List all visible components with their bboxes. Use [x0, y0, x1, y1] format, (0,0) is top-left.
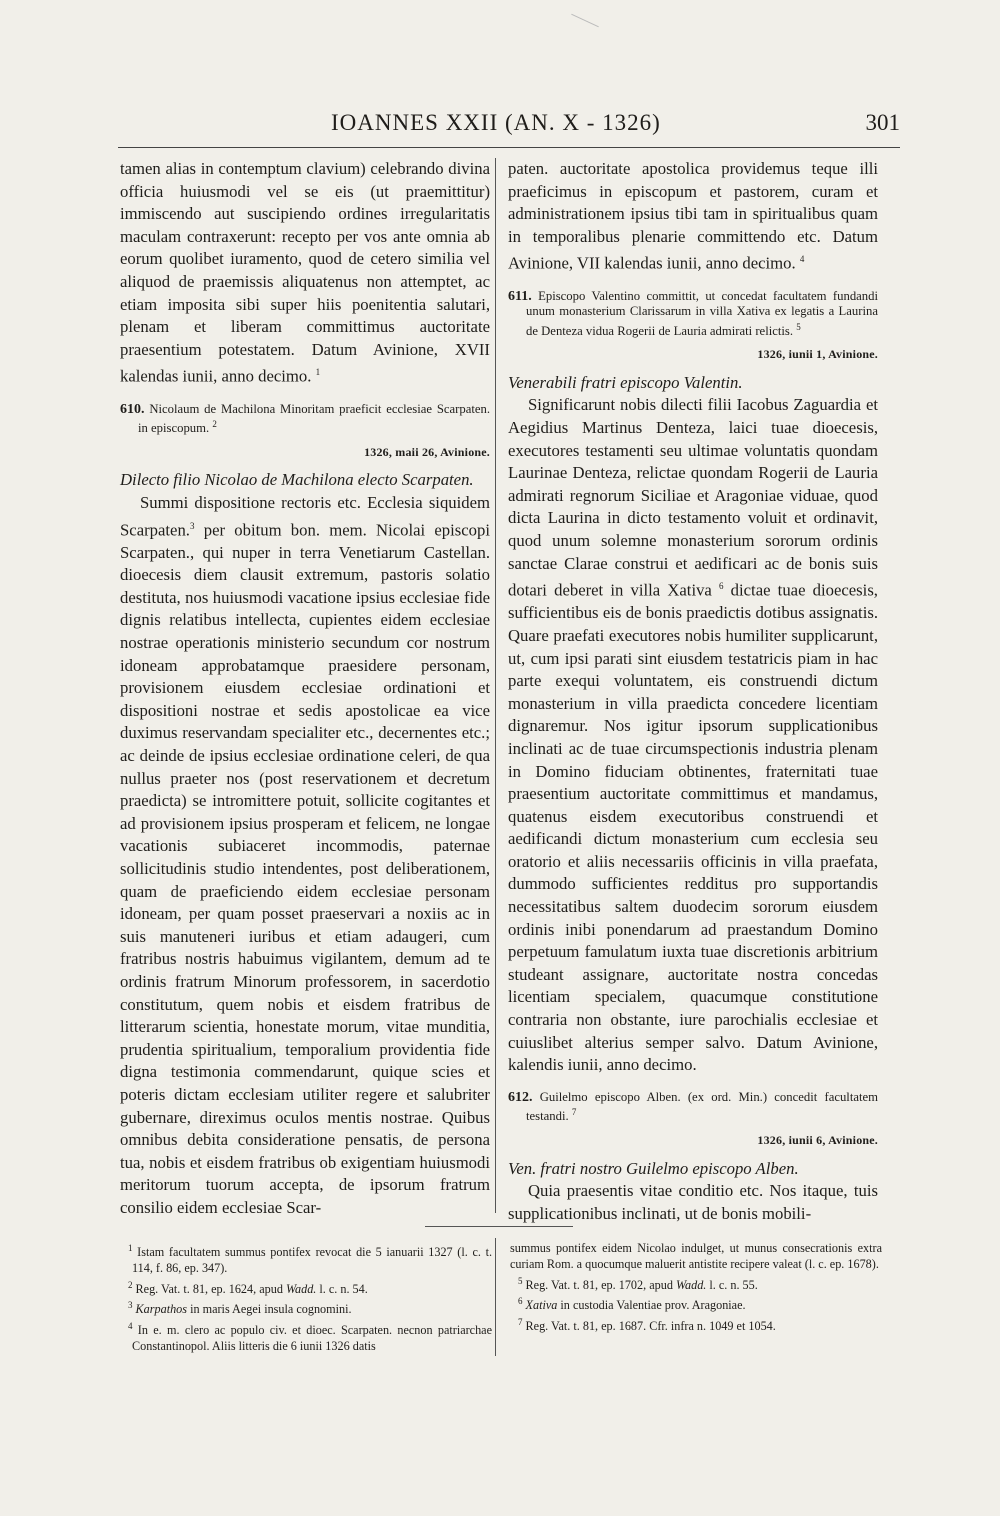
doc-612-date: 1326, iunii 6, Avinione.	[757, 1133, 878, 1148]
doc-610-date: 1326, maii 26, Avinione.	[364, 444, 490, 459]
right-column	[508, 158, 878, 1225]
column-separator	[495, 158, 496, 1213]
footnote-5: $^5$ Reg. Vat. t. 81, ep. 1702, apud Wadd. l. c. n. 55.	[518, 1275, 758, 1292]
left-paragraph-2: Summi dispositione rectoris etc. Ecclesia siquidem Scarpaten.$^3$ per obitum bon. mem. Nicolai episcopi Scarpaten., qui nuper in terra Venetiarum Castellan. dioecesis diem clausit extremum, pastoris solatio destituta, nos huiusmodi vacatione ipsius ecclesiae fide dignis relatibus intellecta, cupientes eidem ecclesiae nostrae operationis ministerio secundum cor nostrum idoneam approbatamque praesidere personam, provisionem eiusdem ecclesiae ordinationi et dispositioni nostrae et sedis apostolicae ea vice duximus reservandam specialiter etc., decernentes etc.; ac deinde de ipsius ecclesiae ordinatione celeri, de qua nullus praeter nos (post reservationem et decretum praedicta) se intromittere potuit, sollicite cogitantes et ad provisionem ipsius prosperam et felicem, ne longae vacationis subiaceret incommodis, paternae sollicitudinis studio intendentes, post deliberationem, quam de praeficiendo eidem ecclesiae personam idoneam, per quam posset praeservari a noxiis ac in suis manuteneri iuribus et etiam adaugeri, cum fratribus nostris habuimus vigilantem, demum ad te ordinis fratrum Minorum professorem, in sacerdotio constitutum, quem nobis et eisdem fratribus de litterarum scientia, honestate morum, vitae munditia, prudentia spiritualium, temporalium providentia fide digna testimonia commendarunt, quique scies et poteris dictam ecclesiam utiliter regere et salubriter gubernare, direximus oculos mentis nostrae. Quibus omnibus debita consideratione pensatis, de persona tua, nobis et eisdem fratribus ob exigentiam huiusmodi meritorum tuorum accepta, de ipsorum fratrum consilio eidem ecclesiae Scar-	[120, 492, 491, 1217]
footnotes-right	[510, 1240, 882, 1334]
doc-610-address: Dilecto filio Nicolao de Machilona electo Scarpaten.	[120, 470, 474, 490]
footnote-ref: 4	[799, 254, 805, 265]
doc-611-summary: 611. Episcopo Valentino committit, ut concedat facultatem fundandi unum monasterium Clarissarum in villa Xativa ex legatis a Laurina de Denteza vidua Rogerii de Lauria admirati relictis. $^5$	[508, 288, 879, 338]
left-paragraph-1: tamen alias in contemptum clavium) celebrando divina officia huiusmodi vel se eis (ut praemittitur) immiscendo aut suscipiendo ordines irregularitatis maculam contraxerunt: recepto per vos ante omnia ab eorum quolibet iuramento, quod de cetero similia vel aliquod de praemissis aliquatenus non attemptet, ac etiam imposita sibi super hiis poenitentia salutari, plenam et liberam committimus auctoritate praesentium potestatem. Datum Avinione, XVII kalendas iunii, anno decimo. $^1$	[120, 159, 490, 386]
header-rule	[118, 147, 900, 148]
footnote-6: $^6$ Xativa in custodia Valentiae prov. Aragoniae.	[518, 1296, 746, 1313]
footnote-4-continued: summus pontifex eidem Nicolao indulget, ut munus consecrationis extra curiam Rom. a quocumque maluerit antistite recipere valeat (l. c. ep. 1678).	[510, 1241, 882, 1272]
footnote-1: $^1$ Istam facultatem summus pontifex revocat die 5 ianuarii 1327 (l. c. t. 114, f. 86, ep. 347).	[128, 1243, 493, 1276]
footnote-7: $^7$ Reg. Vat. t. 81, ep. 1687. Cfr. infra n. 1049 et 1054.	[518, 1316, 776, 1333]
doc-611-address: Venerabili fratri episcopo Valentin.	[508, 372, 743, 392]
doc-610-summary: 610. Nicolaum de Machilona Minoritam praeficit ecclesiae Scarpaten. in episcopum. $^2$	[120, 401, 491, 436]
footnotes-left	[120, 1240, 492, 1355]
page-number: 301	[865, 110, 900, 135]
footnote-3: $^3$ Karpathos in maris Aegei insula cognomini.	[128, 1300, 352, 1317]
footnote-2: $^2$ Reg. Vat. t. 81, ep. 1624, apud Wadd. l. c. n. 54.	[128, 1279, 368, 1296]
footnote-ref: 3	[189, 520, 195, 531]
footnote-separator	[495, 1238, 496, 1356]
footnote-rule	[425, 1226, 573, 1227]
doc-611-date: 1326, iunii 1, Avinione.	[757, 347, 878, 362]
footnote-ref: 7	[571, 1107, 577, 1118]
footnote-4: $^4$ In e. m. clero ac populo civ. et dioec. Scarpaten. necnon patriarchae Constantinopol. Aliis litteris die 6 iunii 1326 datis	[128, 1320, 492, 1354]
running-header	[118, 110, 900, 142]
right-paragraph-3: Quia praesentis vitae conditio etc. Nos itaque, tuis supplicationibus inclinati, ut de bonis mobili-	[508, 1181, 878, 1223]
right-paragraph-2: Significarunt nobis dilecti filii Iacobus Zaguardia et Aegidius Martinus Denteza, laici tuae dioecesis, executores testamenti seu ultimae voluntatis quondam Laurinae Denteza, relictae quondam Rogerii de Lauria admirati regnorum Siciliae et Aragoniae viduae, quod dicta Laurina in dicto testamento voluit et ordinavit, quod unum solemne monasterium sororum ordinis sanctae Clarae construi et aedificari ac de bonis suis dotari deberet in villa Xativa $^6$ dictae tuae dioecesis, sufficientibus eis de bonis praedictis dotibus assignatis. Quare praefati executores nobis humiliter supplicarunt, ut, cum ipsi parati sint eiusdem testatricis piam in hac parte exequi voluntatem, eis construendi dictum monasterium in villa praedicta concedere licentiam dignaremur. Nos igitur ipsorum supplicationibus inclinati ac de tuae circumspectionis industria plenam in Domino fiduciam obtinentes, fraternitati tuae praesentium auctoritate committimus et mandamus, quatenus eisdem executoribus construendi et aedificandi dictum monasterium cum ecclesia seu oratorio et aliis necessariis officinis in villa praefata, dummodo sufficientes redditus pro supportandis necessitatibus saltem duodecim sororum eiusdem ordinis inibi ponendarum ad praestandum Domino perpetuum famulatum iuxta tuae discretionis arbitrium studeant assignare, auctoritate nostra concedas licentiam specialem, quacumque constitutione contraria non obstante, iure parochialis ecclesiae et cuiuslibet alterius semper salvo. Datum Avinione, kalendis iunii, anno decimo.	[508, 395, 878, 1075]
doc-612-address: Ven. fratri nostro Guilelmo episcopo Alben.	[508, 1158, 799, 1178]
footnote-ref: 2	[212, 419, 217, 429]
page-corner-mark	[571, 14, 599, 28]
doc-number: 611.	[508, 288, 532, 304]
left-column	[120, 158, 490, 1219]
right-paragraph-1: paten. auctoritate apostolica providemus teque illi praeficimus in episcopum et pastorem, curam et administrationem ipsius tibi tam in spiritualibus quam in temporalibus plenarie committendo etc. Datum Avinione, VII kalendas iunii, anno decimo. $^4$	[508, 159, 878, 273]
footnote-ref: 5	[796, 321, 801, 332]
doc-612-summary: 612. Guilelmo episcopo Alben. (ex ord. Min.) concedit facultatem testandi. $^7$	[508, 1089, 879, 1124]
doc-number: 612.	[508, 1089, 533, 1105]
footnote-ref: 1	[315, 367, 321, 378]
footnote-ref: 6	[719, 581, 724, 592]
doc-number: 610.	[120, 401, 145, 417]
header-title: IOANNES XXII (AN. X - 1326)	[331, 110, 661, 135]
